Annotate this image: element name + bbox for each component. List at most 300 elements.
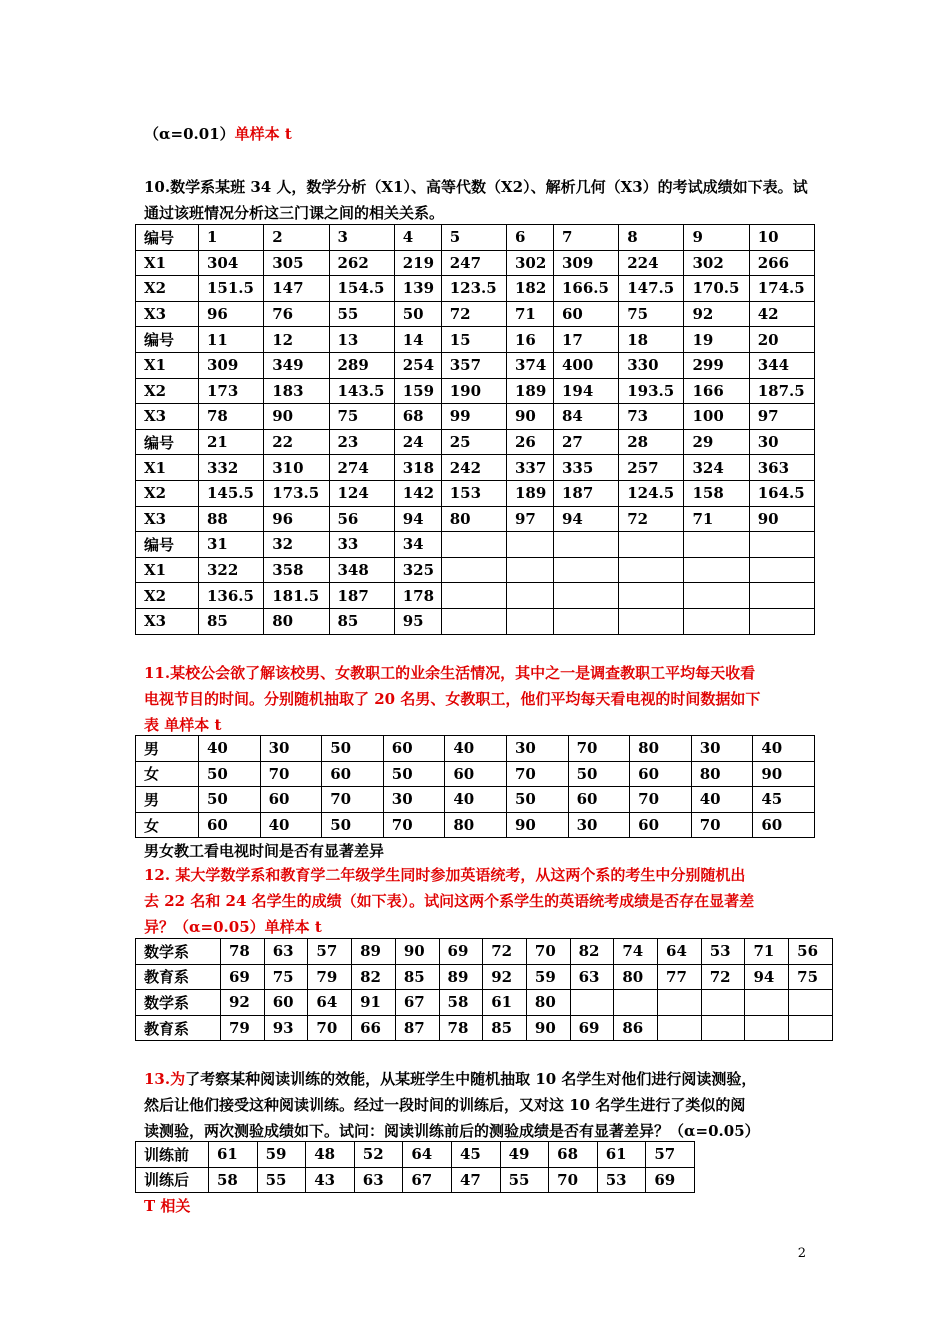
table-cell: 60	[553, 301, 618, 327]
table-cell: 70	[383, 812, 445, 838]
table-cell	[506, 532, 553, 558]
table-cell	[553, 532, 618, 558]
table-cell: 262	[329, 250, 394, 276]
table-cell	[619, 583, 684, 609]
row-header-cell: X3	[136, 608, 199, 634]
table-cell: 80	[445, 812, 507, 838]
table-cell	[553, 583, 618, 609]
table-cell: 219	[394, 250, 441, 276]
table-cell: 7	[553, 225, 618, 251]
table-cell: 302	[506, 250, 553, 276]
table-cell: 90	[753, 761, 815, 787]
table-cell: 123.5	[441, 276, 506, 302]
table-cell: 187	[553, 480, 618, 506]
table-cell	[684, 608, 749, 634]
table-cell: 69	[570, 1015, 614, 1041]
table-cell: 64	[658, 939, 702, 965]
table-cell: 19	[684, 327, 749, 353]
table-row	[136, 1015, 833, 1041]
table-row	[136, 378, 815, 404]
q10-text	[144, 174, 824, 226]
table-cell: 60	[322, 761, 384, 787]
table-cell: 56	[789, 939, 833, 965]
table-cell: 26	[506, 429, 553, 455]
row-header-cell: 女	[136, 812, 199, 838]
table-row	[136, 301, 815, 327]
table-cell: 324	[684, 455, 749, 481]
table-cell: 80	[614, 964, 658, 990]
table-cell: 92	[684, 301, 749, 327]
table-cell: 1	[199, 225, 264, 251]
table-cell: 75	[619, 301, 684, 327]
table-cell: 67	[395, 990, 439, 1016]
table-cell: 80	[526, 990, 570, 1016]
table-cell: 90	[395, 939, 439, 965]
table-cell: 89	[439, 964, 483, 990]
table-cell	[441, 557, 506, 583]
table-cell: 124	[329, 480, 394, 506]
table-cell: 60	[264, 990, 308, 1016]
table-cell: 274	[329, 455, 394, 481]
table-cell: 189	[506, 480, 553, 506]
table-cell: 166	[684, 378, 749, 404]
table-cell: 80	[630, 736, 692, 762]
table-cell: 55	[257, 1167, 306, 1193]
table-row	[136, 429, 815, 455]
table-cell: 9	[684, 225, 749, 251]
table-cell: 189	[506, 378, 553, 404]
table-cell: 147	[264, 276, 329, 302]
table-cell: 304	[199, 250, 264, 276]
table-cell: 42	[749, 301, 814, 327]
table-cell	[619, 608, 684, 634]
alpha-method: 单样本 t	[234, 125, 292, 143]
table-cell: 78	[439, 1015, 483, 1041]
table-cell: 78	[199, 404, 264, 430]
table-cell: 164.5	[749, 480, 814, 506]
table-cell: 30	[749, 429, 814, 455]
table-cell: 194	[553, 378, 618, 404]
table-cell: 70	[308, 1015, 352, 1041]
table-cell	[570, 990, 614, 1016]
row-header-cell: X2	[136, 276, 199, 302]
table-cell: 400	[553, 352, 618, 378]
table-cell: 40	[445, 736, 507, 762]
row-header-cell: 男	[136, 787, 199, 813]
q12-text	[144, 862, 824, 940]
table-cell: 78	[221, 939, 265, 965]
table-cell	[441, 532, 506, 558]
table-cell: 89	[352, 939, 396, 965]
row-header-cell: 数学系	[136, 939, 221, 965]
table-cell: 57	[308, 939, 352, 965]
table-cell: 60	[260, 787, 322, 813]
q13-line1	[144, 1066, 824, 1092]
table-cell: 70	[691, 812, 753, 838]
table-cell: 21	[199, 429, 264, 455]
table-cell: 309	[553, 250, 618, 276]
alpha-line	[144, 121, 814, 147]
table-cell: 69	[439, 939, 483, 965]
table-cell: 34	[394, 532, 441, 558]
table-cell: 72	[701, 964, 745, 990]
q13-table	[135, 1141, 695, 1193]
table-cell: 16	[506, 327, 553, 353]
table-cell: 254	[394, 352, 441, 378]
table-cell: 305	[264, 250, 329, 276]
row-header-cell: 女	[136, 761, 199, 787]
table-cell	[619, 532, 684, 558]
table-row	[136, 225, 815, 251]
table-cell: 86	[614, 1015, 658, 1041]
row-header-cell: X2	[136, 480, 199, 506]
table-cell: 50	[394, 301, 441, 327]
table-cell: 60	[383, 736, 445, 762]
row-header-cell: 编号	[136, 225, 199, 251]
table-cell: 96	[264, 506, 329, 532]
q10-line2: 通过该班情况分析这三门课之间的相关关系。	[144, 204, 445, 222]
row-header-cell: 男	[136, 736, 199, 762]
row-header-cell: 教育系	[136, 1015, 221, 1041]
q11-line3: 表 单样本 t	[144, 716, 222, 734]
table-cell	[749, 583, 814, 609]
table-cell: 90	[264, 404, 329, 430]
row-header-cell: X1	[136, 455, 199, 481]
table-cell: 72	[619, 506, 684, 532]
table-cell: 348	[329, 557, 394, 583]
alpha-prefix: （α=0.01）	[144, 125, 235, 143]
table-cell: 87	[395, 1015, 439, 1041]
table-cell	[506, 583, 553, 609]
table-cell: 10	[749, 225, 814, 251]
table-cell	[619, 557, 684, 583]
table-cell: 47	[451, 1167, 500, 1193]
table-cell: 30	[691, 736, 753, 762]
table-cell: 74	[614, 939, 658, 965]
table-cell: 154.5	[329, 276, 394, 302]
q13-line2: 然后让他们接受这种阅读训练。经过一段时间的训练后，又对这 10 名学生进行了类似的阅	[144, 1096, 746, 1114]
table-cell: 55	[329, 301, 394, 327]
table-row	[136, 812, 815, 838]
table-cell: 61	[483, 990, 527, 1016]
table-cell: 79	[308, 964, 352, 990]
table-cell: 50	[568, 761, 630, 787]
table-cell: 90	[506, 404, 553, 430]
table-row	[136, 583, 815, 609]
table-cell: 99	[441, 404, 506, 430]
table-cell: 70	[568, 736, 630, 762]
table-cell: 93	[264, 1015, 308, 1041]
table-cell: 6	[506, 225, 553, 251]
table-cell	[701, 1015, 745, 1041]
table-cell: 30	[568, 812, 630, 838]
table-cell: 63	[354, 1167, 403, 1193]
table-cell	[441, 583, 506, 609]
table-cell: 302	[684, 250, 749, 276]
table-cell: 59	[257, 1142, 306, 1168]
table-cell: 18	[619, 327, 684, 353]
table-cell: 30	[506, 736, 568, 762]
table-cell	[789, 990, 833, 1016]
table-cell: 332	[199, 455, 264, 481]
table-cell: 67	[403, 1167, 452, 1193]
table-cell: 40	[199, 736, 261, 762]
table-cell: 139	[394, 276, 441, 302]
table-cell: 68	[394, 404, 441, 430]
table-row	[136, 608, 815, 634]
table-cell: 56	[329, 506, 394, 532]
table-cell: 85	[483, 1015, 527, 1041]
table-row	[136, 1142, 695, 1168]
table-cell: 72	[483, 939, 527, 965]
table-cell: 80	[441, 506, 506, 532]
table-cell: 79	[221, 1015, 265, 1041]
table-cell	[441, 608, 506, 634]
row-header-cell: 编号	[136, 429, 199, 455]
table-cell: 96	[199, 301, 264, 327]
table-cell: 68	[549, 1142, 598, 1168]
row-header-cell: X3	[136, 506, 199, 532]
table-cell: 289	[329, 352, 394, 378]
table-cell: 60	[445, 761, 507, 787]
row-header-cell: 数学系	[136, 990, 221, 1016]
table-cell: 92	[221, 990, 265, 1016]
table-cell: 53	[597, 1167, 646, 1193]
table-row	[136, 276, 815, 302]
table-row	[136, 990, 833, 1016]
q10-line1: 10.数学系某班 34 人，数学分析（X1）、高等代数（X2）、解析几何（X3）的考试成绩如下表。试	[144, 178, 808, 196]
table-cell: 82	[352, 964, 396, 990]
table-cell: 310	[264, 455, 329, 481]
table-cell: 337	[506, 455, 553, 481]
table-cell: 60	[568, 787, 630, 813]
table-cell: 64	[308, 990, 352, 1016]
row-header-cell: X3	[136, 301, 199, 327]
table-cell: 40	[445, 787, 507, 813]
table-cell: 358	[264, 557, 329, 583]
q11-after: 男女教工看电视时间是否有显著差异	[144, 842, 385, 860]
table-cell: 335	[553, 455, 618, 481]
table-cell	[658, 1015, 702, 1041]
table-cell: 27	[553, 429, 618, 455]
table-cell: 24	[394, 429, 441, 455]
table-row	[136, 964, 833, 990]
table-cell: 70	[322, 787, 384, 813]
table-cell: 181.5	[264, 583, 329, 609]
q13-text	[144, 1066, 824, 1144]
table-cell: 94	[553, 506, 618, 532]
row-header-cell: 编号	[136, 532, 199, 558]
table-cell: 45	[451, 1142, 500, 1168]
table-cell: 50	[322, 736, 384, 762]
table-cell: 75	[789, 964, 833, 990]
q11-line2: 电视节目的时间。分别随机抽取了 20 名男、女教职工，他们平均每天看电视的时间数据如下	[144, 690, 761, 708]
table-cell: 80	[264, 608, 329, 634]
table-cell: 330	[619, 352, 684, 378]
table-cell: 325	[394, 557, 441, 583]
table-cell: 58	[439, 990, 483, 1016]
table-row	[136, 455, 815, 481]
table-cell	[553, 557, 618, 583]
table-cell: 299	[684, 352, 749, 378]
table-cell: 166.5	[553, 276, 618, 302]
table-cell: 173.5	[264, 480, 329, 506]
table-cell: 2	[264, 225, 329, 251]
table-cell: 85	[329, 608, 394, 634]
table-cell: 70	[630, 787, 692, 813]
table-cell: 63	[264, 939, 308, 965]
table-cell: 80	[691, 761, 753, 787]
table-cell: 94	[745, 964, 789, 990]
table-row	[136, 787, 815, 813]
table-cell: 69	[221, 964, 265, 990]
table-row	[136, 404, 815, 430]
table-cell: 66	[352, 1015, 396, 1041]
table-cell	[506, 557, 553, 583]
row-header-cell: X2	[136, 378, 199, 404]
table-cell: 73	[619, 404, 684, 430]
table-cell: 145.5	[199, 480, 264, 506]
row-header-cell: X3	[136, 404, 199, 430]
table-cell: 30	[260, 736, 322, 762]
table-row	[136, 736, 815, 762]
table-cell: 151.5	[199, 276, 264, 302]
table-cell: 92	[483, 964, 527, 990]
table-cell: 11	[199, 327, 264, 353]
table-cell: 3	[329, 225, 394, 251]
q10-table	[135, 224, 815, 635]
table-cell: 13	[329, 327, 394, 353]
table-row	[136, 1167, 695, 1193]
table-cell	[789, 1015, 833, 1041]
table-cell: 60	[199, 812, 261, 838]
table-cell: 318	[394, 455, 441, 481]
table-cell: 57	[646, 1142, 695, 1168]
table-cell: 183	[264, 378, 329, 404]
table-cell: 50	[199, 787, 261, 813]
table-cell: 357	[441, 352, 506, 378]
table-cell: 90	[749, 506, 814, 532]
table-cell	[749, 557, 814, 583]
row-header-cell: 训练后	[136, 1167, 209, 1193]
table-cell: 40	[260, 812, 322, 838]
table-cell: 70	[506, 761, 568, 787]
table-row	[136, 557, 815, 583]
table-cell: 224	[619, 250, 684, 276]
table-cell: 17	[553, 327, 618, 353]
table-cell: 82	[570, 939, 614, 965]
table-cell: 158	[684, 480, 749, 506]
q11-table	[135, 735, 815, 838]
table-cell	[684, 557, 749, 583]
table-cell: 50	[199, 761, 261, 787]
table-cell: 23	[329, 429, 394, 455]
table-cell: 40	[691, 787, 753, 813]
row-header-cell: 训练前	[136, 1142, 209, 1168]
table-row	[136, 327, 815, 353]
table-row	[136, 352, 815, 378]
table-cell: 136.5	[199, 583, 264, 609]
table-cell	[701, 990, 745, 1016]
table-cell: 97	[749, 404, 814, 430]
table-cell: 143.5	[329, 378, 394, 404]
q13-after: T 相关	[144, 1197, 191, 1215]
table-cell: 344	[749, 352, 814, 378]
table-cell: 12	[264, 327, 329, 353]
table-cell	[684, 532, 749, 558]
table-cell	[553, 608, 618, 634]
table-cell: 5	[441, 225, 506, 251]
table-cell: 59	[526, 964, 570, 990]
table-row	[136, 250, 815, 276]
table-cell: 40	[753, 736, 815, 762]
table-cell: 70	[549, 1167, 598, 1193]
table-row	[136, 480, 815, 506]
table-cell: 61	[209, 1142, 258, 1168]
q11-line1: 11.某校公会欲了解该校男、女教职工的业余生活情况，其中之一是调查教职工平均每天收看	[144, 664, 756, 682]
table-cell	[658, 990, 702, 1016]
table-cell: 309	[199, 352, 264, 378]
table-cell: 76	[264, 301, 329, 327]
table-cell: 8	[619, 225, 684, 251]
table-cell: 174.5	[749, 276, 814, 302]
table-cell: 75	[329, 404, 394, 430]
table-cell: 60	[630, 812, 692, 838]
table-cell: 61	[597, 1142, 646, 1168]
table-cell: 90	[526, 1015, 570, 1041]
table-cell: 257	[619, 455, 684, 481]
table-cell: 77	[658, 964, 702, 990]
table-cell: 52	[354, 1142, 403, 1168]
q13-line3: 读测验，两次测验成绩如下。试问：阅读训练前后的测验成绩是否有显著差异？（α=0.05）	[144, 1122, 760, 1140]
row-header-cell: X1	[136, 352, 199, 378]
table-cell: 153	[441, 480, 506, 506]
table-cell: 43	[306, 1167, 355, 1193]
table-cell: 58	[209, 1167, 258, 1193]
table-cell: 60	[630, 761, 692, 787]
row-header-cell: X1	[136, 250, 199, 276]
table-cell: 266	[749, 250, 814, 276]
table-cell: 100	[684, 404, 749, 430]
table-cell: 349	[264, 352, 329, 378]
table-row	[136, 506, 815, 532]
table-cell: 374	[506, 352, 553, 378]
table-cell: 30	[383, 787, 445, 813]
table-cell: 170.5	[684, 276, 749, 302]
table-cell: 91	[352, 990, 396, 1016]
table-cell: 15	[441, 327, 506, 353]
table-cell: 70	[526, 939, 570, 965]
table-cell: 50	[322, 812, 384, 838]
table-cell: 322	[199, 557, 264, 583]
table-cell: 95	[394, 608, 441, 634]
table-cell: 173	[199, 378, 264, 404]
table-cell	[614, 990, 658, 1016]
table-cell: 159	[394, 378, 441, 404]
table-cell: 55	[500, 1167, 549, 1193]
q12-line1: 12. 某大学数学系和教育学二年级学生同时参加英语统考，从这两个系的考生中分别随机出	[144, 866, 746, 884]
table-cell: 25	[441, 429, 506, 455]
table-cell: 94	[394, 506, 441, 532]
table-cell: 90	[506, 812, 568, 838]
table-cell: 50	[506, 787, 568, 813]
table-cell: 85	[199, 608, 264, 634]
table-cell: 182	[506, 276, 553, 302]
table-cell: 71	[684, 506, 749, 532]
row-header-cell: X2	[136, 583, 199, 609]
table-cell: 45	[753, 787, 815, 813]
table-cell: 31	[199, 532, 264, 558]
